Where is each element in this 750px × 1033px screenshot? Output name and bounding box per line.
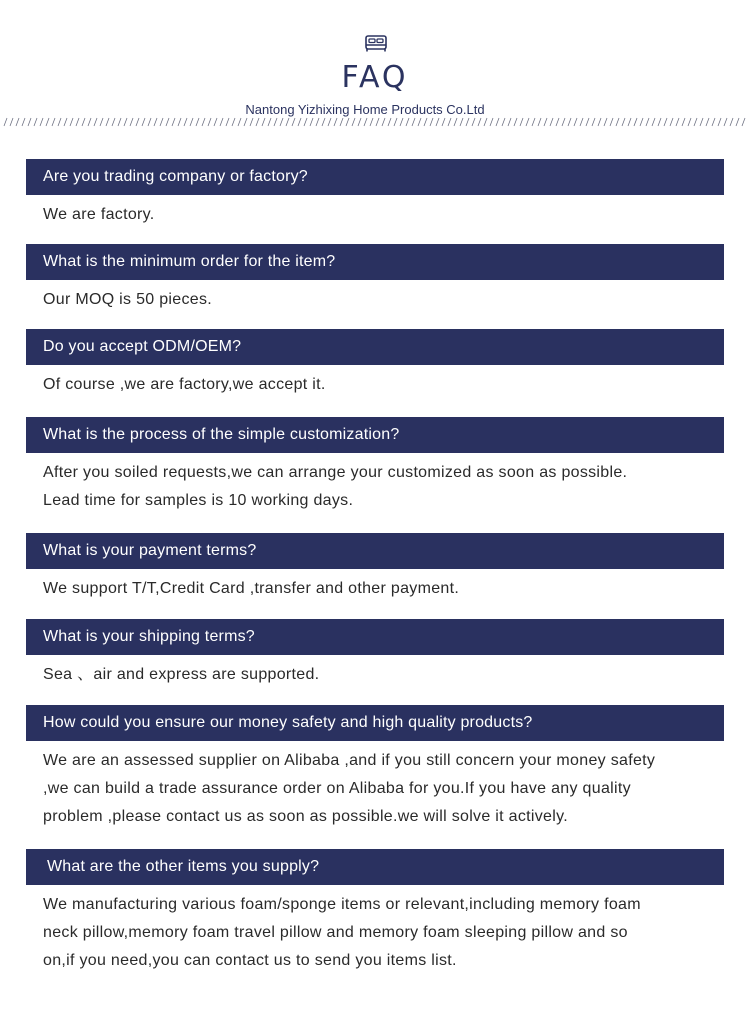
faq-answer-line: Sea 、air and express are supported.: [43, 666, 320, 683]
faq-question: What is the minimum order for the item?: [26, 244, 724, 280]
slash-divider: [0, 117, 750, 127]
page-title: FAQ: [341, 60, 409, 95]
faq-answer-line: on,if you need,you can contact us to send you items list.: [43, 952, 457, 969]
faq-item: [26, 159, 724, 229]
faq-item: [26, 533, 724, 603]
faq-answer: [26, 741, 724, 831]
bed-icon: [364, 34, 388, 52]
faq-answer: [26, 885, 724, 975]
faq-answer-line: ,we can build a trade assurance order on Alibaba for you.If you have any quality: [43, 780, 631, 797]
page-header: [0, 0, 750, 135]
faq-item: [26, 417, 724, 515]
faq-answer: [26, 280, 724, 314]
faq-answer: [26, 365, 724, 399]
faq-question: What are the other items you supply?: [26, 849, 724, 885]
faq-answer-line: Of course ,we are factory,we accept it.: [43, 376, 326, 393]
faq-answer-line: We manufacturing various foam/sponge items or relevant,including memory foam: [43, 896, 641, 913]
faq-item: [26, 244, 724, 314]
faq-answer-line: After you soiled requests,we can arrange your customized as soon as possible.: [43, 464, 628, 481]
faq-question: Are you trading company or factory?: [26, 159, 724, 195]
faq-answer: [26, 655, 724, 689]
faq-item: [26, 705, 724, 831]
faq-answer: [26, 195, 724, 229]
faq-answer-line: Our MOQ is 50 pieces.: [43, 291, 213, 308]
faq-answer: [26, 453, 724, 515]
faq-question: What is your payment terms?: [26, 533, 724, 569]
faq-question: How could you ensure our money safety and high quality products?: [26, 705, 724, 741]
faq-answer-line: We support T/T,Credit Card ,transfer and other payment.: [43, 580, 460, 597]
faq-answer-line: problem ,please contact us as soon as possible.we will solve it actively.: [43, 808, 568, 825]
faq-question: Do you accept ODM/OEM?: [26, 329, 724, 365]
faq-answer-line: We are factory.: [43, 206, 155, 223]
faq-item: [26, 849, 724, 975]
faq-answer-line: Lead time for samples is 10 working days.: [43, 492, 354, 509]
faq-question: What is the process of the simple customization?: [26, 417, 724, 453]
faq-question: What is your shipping terms?: [26, 619, 724, 655]
faq-item: [26, 619, 724, 689]
faq-answer-line: neck pillow,memory foam travel pillow and memory foam sleeping pillow and so: [43, 924, 628, 941]
faq-answer-line: We are an assessed supplier on Alibaba ,and if you still concern your money safety: [43, 752, 656, 769]
faq-item: [26, 329, 724, 399]
company-name: Nantong Yizhixing Home Products Co.Ltd: [245, 102, 485, 117]
faq-answer: [26, 569, 724, 603]
